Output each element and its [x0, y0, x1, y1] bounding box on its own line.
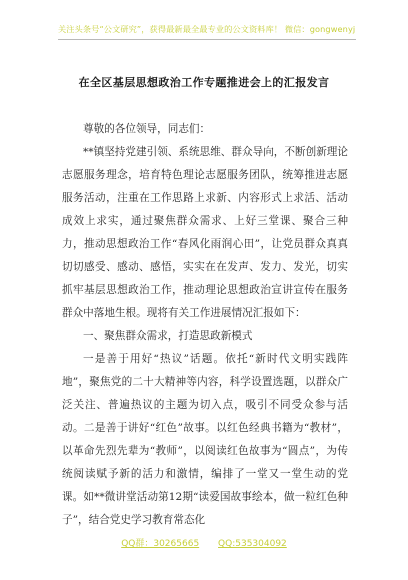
section-heading: 一、聚焦群众需求，打造思政新模式: [83, 330, 253, 342]
greeting-line: 尊敬的各位领导，同志们：: [83, 123, 211, 135]
footer-qq-group: QQ群：30265665: [121, 539, 200, 549]
section-paragraph: 一是善于用好“热议”话题。依托“新时代文明实践阵地”，聚焦党的二十大精神等内容，科学设置选题，以群众广泛关注、普遍热议的主题为切入点，吸引不同受众参与活动。二是善于讲好“红色”故事。以红色经典书籍为“教材”，以革命先烈先辈为“教师”，以阅读红色故事为“圆点”，为传统阅读赋予新的活力和激情，编排了一堂又一堂生动的党课。如**微讲堂活动第12期“读爱国故事绘本，做一粒红色种子”，结合党史学习教育常态化: [62, 353, 348, 526]
document-body: [62, 118, 348, 532]
footer-qq-contact: QQ:535304092: [218, 539, 287, 549]
document-title: 在全区基层思想政治工作专题推进会上的汇报发言: [78, 76, 330, 89]
intro-paragraph: **镇坚持党建引领、系统思维、群众导向，不断创新理论志愿服务理念，培育特色理论志愿服务团队，统筹推进志愿服务活动，注重在工作思路上求新、内容形式上求活、活动成效上求实，通过聚焦群众需求、上好三堂课、聚合三种力，推动思想政治工作“春风化雨润心田”，让党员群众真真切切感受、感动、感悟，实实在在发声、发力、发光，切实抓牢基层思想政治工作，推动理论思想政治宣讲宣传在服务群众中落地生根。现将有关工作进展情况汇报如下：: [62, 146, 348, 319]
header-banner: [58, 24, 356, 40]
header-banner-text: 关注头条号“公文研究”，获得最新最全最专业的公文资料库！ 微信：gongwenyj: [58, 24, 356, 34]
footer: [0, 536, 408, 549]
